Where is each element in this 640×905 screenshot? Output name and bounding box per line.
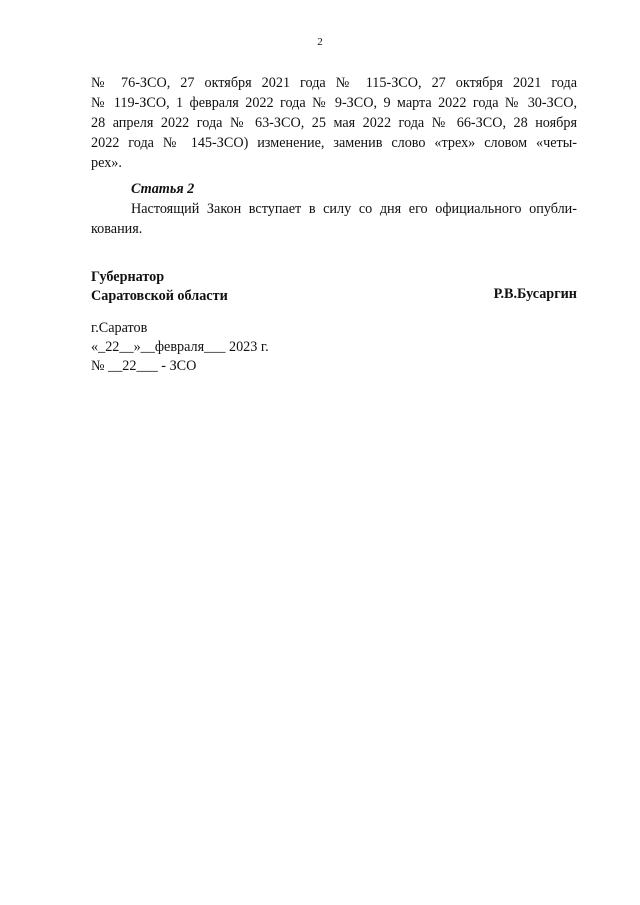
signature-title-line-2: Саратовской области [91,288,228,304]
footer-date [91,337,269,357]
date-close-quote: » [133,339,141,355]
body-line-2: № 119-ЗСО, 1 февраля 2022 года № 9-ЗСО, 9 марта 2022 года № 30-ЗСО, [91,95,577,111]
article-heading: Статья 2 [131,181,195,197]
number-value: __22___ [108,358,158,374]
signature-name: Р.В.Бусаргин [493,286,577,302]
body-line-3: 28 апреля 2022 года № 63-ЗСО, 25 мая 2022 года № 66-ЗСО, 28 ноября [91,115,577,131]
date-day: _22__ [98,339,134,355]
signature-title-line-1: Губернатор [91,269,165,285]
article-text-line-1: Настоящий Закон вступает в силу со дня его официального опубли- [131,201,577,217]
footer-city: г.Саратов [91,320,148,336]
body-line-5: рех». [91,155,122,171]
number-prefix: № [91,358,109,374]
date-month: __февраля___ [140,339,226,355]
page-number: 2 [317,36,323,48]
date-open-quote: « [91,339,99,355]
body-line-1: № 76-ЗСО, 27 октября 2021 года № 115-ЗСО, 27 октября 2021 года [91,75,577,91]
article-text-line-2: кования. [91,221,143,237]
footer-law-number [91,356,196,376]
date-year: 2023 г. [225,339,269,355]
body-line-4: 2022 года № 145-ЗСО) изменение, заменив слово «трех» словом «четы- [91,135,577,151]
number-suffix: - ЗСО [157,358,197,374]
